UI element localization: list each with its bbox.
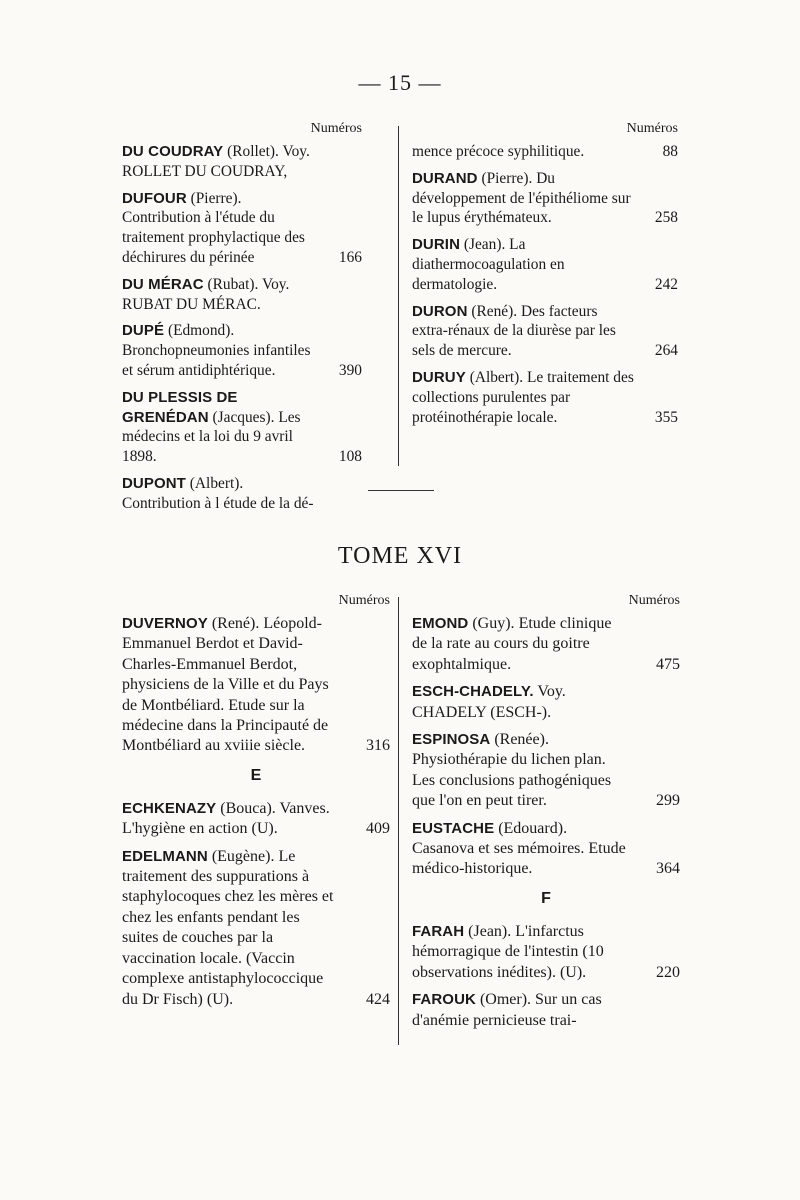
entry-surname: ESPINOSA (412, 731, 491, 749)
index-entry (122, 474, 362, 514)
entry-given-name: (Omer). (479, 991, 532, 1009)
entry-given-name: (Jean). (463, 236, 506, 254)
column-header: Numéros (628, 593, 680, 608)
index-entry (122, 189, 362, 268)
entry-number: 316 (366, 737, 390, 755)
entry-surname: ECHKENAZY (122, 799, 217, 817)
column-header: Numéros (310, 121, 362, 136)
entry-number: 220 (656, 963, 680, 981)
entry-number: 166 (338, 248, 362, 266)
index-entry (122, 321, 362, 380)
entry-number: 242 (654, 275, 678, 293)
bottom-right-column (412, 592, 680, 1038)
entry-title: Physiothérapie du lichen plan. Les conclusions pathogéniques que l'on en peut tirer. (412, 751, 612, 810)
entry-list (412, 614, 680, 1031)
entry-number: 364 (656, 860, 680, 878)
entry-surname: DURIN (412, 236, 460, 254)
entry-surname: DURON (412, 302, 468, 320)
entry-title: Sur un cas d'anémie pernicieuse trai- (412, 991, 602, 1029)
index-entry (412, 682, 680, 723)
index-entry (122, 388, 362, 467)
entry-list (122, 614, 390, 1010)
entry-given-name: (Jacques). (212, 408, 275, 426)
entry-surname: DUPONT (122, 474, 186, 492)
index-entry (122, 799, 390, 840)
entry-given-name: (Renée). (494, 731, 549, 749)
tome-title: TOME XVI (337, 543, 463, 569)
entry-surname: EDELMANN (122, 847, 208, 865)
entry-number: 409 (366, 820, 390, 838)
top-left-column (122, 120, 362, 521)
entry-given-name: (Edmond). (167, 322, 235, 340)
index-entry (412, 235, 678, 294)
index-entry (412, 368, 678, 427)
entry-number: 88 (662, 143, 678, 160)
index-entry (122, 847, 390, 1010)
entry-title: Voy. ROLLET DU COUDRAY, (122, 143, 310, 180)
page-number: — 15 — (358, 70, 442, 95)
entry-given-name: (Bouca). (220, 799, 276, 817)
entry-surname: EUSTACHE (412, 819, 495, 837)
entry-number: 258 (654, 209, 678, 227)
entry-given-name: (Pierre). (190, 189, 242, 207)
entry-surname: ESCH-CHADELY. (412, 683, 534, 701)
entry-surname: FAROUK (412, 991, 476, 1009)
column-header: Numéros (338, 593, 390, 608)
entry-title: Bronchopneumonies infantiles et sérum antidiphtérique. (122, 342, 311, 379)
entry-surname: EMOND (412, 615, 469, 632)
entry-title: La diathermocoagulation en dermatologie. (412, 236, 565, 293)
section-rule (368, 490, 434, 491)
index-entry (122, 142, 362, 182)
entry-given-name: (Pierre). (481, 169, 533, 187)
index-entry (412, 730, 680, 812)
entry-title: Du développement de l'épithéliome sur le lupus érythémateux. (412, 169, 631, 227)
entry-title: Le traitement des suppurations à staphylocoques chez les mères et chez les enfants pendant les suites de couches par la vaccination locale. (Vaccin complexe antistaphylococcique du Dr Fisch) (U). (122, 847, 334, 1008)
entry-given-name: (René). (471, 302, 518, 320)
index-entry (412, 169, 678, 228)
index-entry (412, 614, 680, 675)
entry-surname: DURAND (412, 169, 478, 187)
index-entry (412, 922, 680, 983)
entry-given-name: (Rollet). (227, 143, 279, 160)
index-entry (122, 275, 362, 315)
entry-number: 355 (654, 408, 678, 426)
column-divider (398, 597, 399, 1045)
entry-surname: DUPÉ (122, 322, 165, 340)
entry-title: Des facteurs extra-rénaux de la diurèse par les sels de mercure. (412, 302, 616, 360)
top-right-column (412, 120, 678, 434)
entry-title: Etude clinique de la rate au cours du goitre exophtalmique. (412, 615, 612, 673)
index-entry (412, 819, 680, 880)
entry-given-name: (Jean). (468, 922, 512, 940)
entry-title: Voy. RUBAT DU MÉRAC. (122, 275, 290, 313)
entry-number: 390 (338, 361, 362, 379)
entry-given-name: (Eugène). (211, 847, 275, 865)
entry-surname: DURUY (412, 368, 466, 386)
entry-title: Contribution à l'étude du traitement prophylactique des déchirures du périnée (122, 209, 305, 266)
entry-given-name: (Edouard). (498, 819, 568, 837)
section-letter: F (541, 889, 551, 907)
index-entry (412, 302, 678, 361)
entry-given-name: (René). (211, 615, 260, 632)
entry-surname: DU MÉRAC (122, 275, 204, 293)
index-entry (122, 614, 390, 757)
entry-number: 108 (338, 448, 362, 466)
entry-title: Casanova et ses mémoires. Etude médico-historique. (412, 840, 626, 878)
entry-surname: FARAH (412, 922, 465, 940)
entry-number: 299 (656, 792, 680, 810)
entry-title: L'infarctus hémorragique de l'intestin (10 observations inédites). (U). (412, 922, 604, 981)
entry-title: mence précoce syphilitique. (412, 143, 585, 160)
column-divider (398, 126, 399, 466)
entry-title: Léopold-Emmanuel Berdot et David-Charles-Emmanuel Berdot, physiciens de la Ville et du Pays de Montbéliard. Etude sur la médecine dans la Principauté de Montbéliard au xviiie siècle. (122, 615, 329, 755)
entry-list (122, 142, 362, 514)
entry-surname: DU COUDRAY (122, 143, 224, 160)
entry-number: 475 (656, 655, 680, 673)
entry-given-name: (Albert). (189, 474, 244, 492)
bottom-left-column (122, 592, 390, 1017)
entry-given-name: (Albert). (469, 368, 524, 386)
entry-number: 264 (654, 342, 678, 360)
index-entry (412, 142, 678, 162)
entry-surname: DUFOUR (122, 189, 187, 207)
section-letter: E (250, 766, 262, 784)
entry-given-name: (Rubat). (207, 275, 259, 293)
index-entry (412, 990, 680, 1031)
entry-title: Voy. CHADELY (ESCH-). (412, 683, 566, 721)
entry-given-name: (Guy). (472, 615, 515, 632)
entry-surname: DU PLESSIS DE GRENÉDAN (122, 388, 238, 426)
entry-number: 424 (366, 990, 390, 1008)
entry-title: Vanves. L'hygiène en action (U). (122, 799, 330, 838)
entry-list (412, 142, 678, 427)
entry-title: Le traitement des collections purulentes par protéinothérapie locale. (412, 368, 634, 426)
entry-surname: DUVERNOY (122, 615, 208, 632)
entry-title: Contribution à l étude de la dé- (122, 494, 314, 512)
entry-title: Les médecins et la loi du 9 avril 1898. (122, 408, 301, 466)
column-header: Numéros (626, 121, 678, 136)
